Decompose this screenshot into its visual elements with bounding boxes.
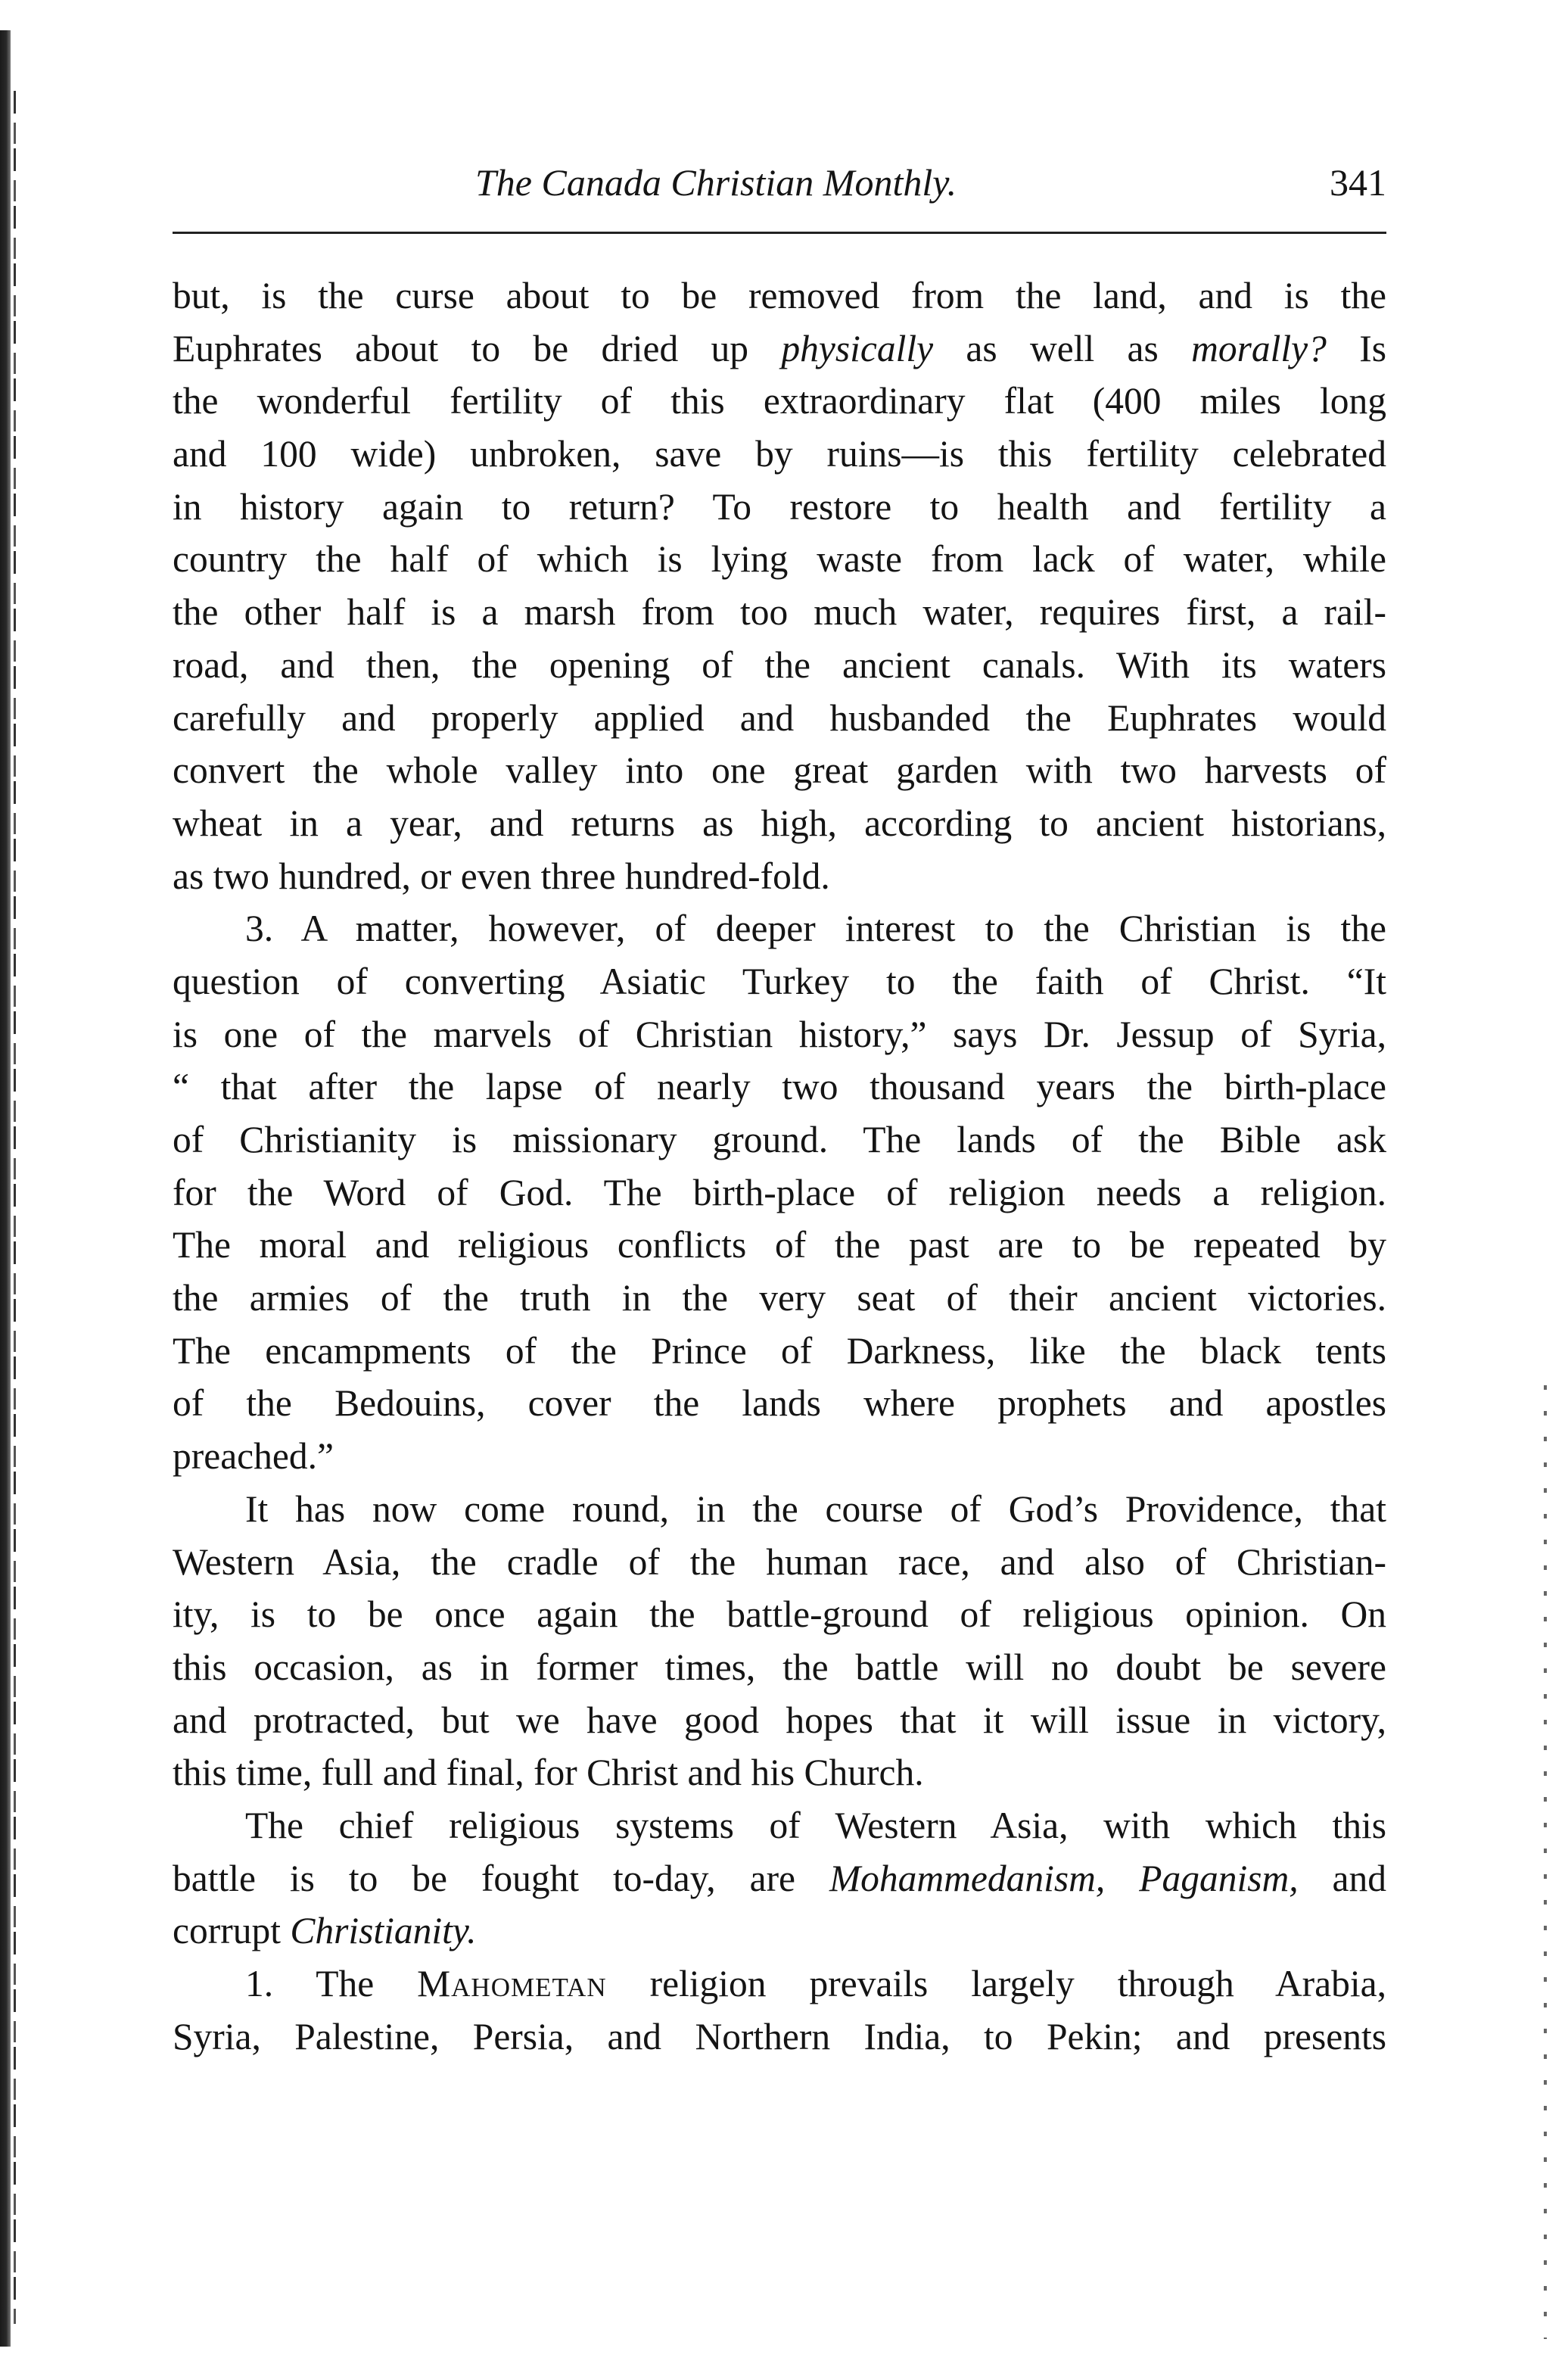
text-line — [173, 850, 1386, 903]
text-segment: The encampments of the Prince of Darkness, like the black tents — [173, 1329, 1386, 1372]
text-line — [173, 1219, 1386, 1272]
text-line — [173, 1272, 1386, 1325]
italic-text: morally? — [1191, 327, 1327, 369]
right-margin-specks — [1544, 1385, 1547, 2339]
text-segment: but, is the curse about to be removed from the land, and is the — [173, 275, 1386, 316]
text-segment: the armies of the truth in the very seat of their ancient victories. — [173, 1277, 1386, 1319]
text-line — [173, 269, 1386, 322]
text-line — [173, 1852, 1386, 1905]
running-title: The Canada Christian Monthly. — [475, 161, 957, 204]
text-segment: as well as — [933, 327, 1192, 369]
text-line — [173, 1746, 1386, 1799]
text-segment: preached.” — [173, 1435, 334, 1478]
text-line — [173, 1008, 1386, 1061]
text-segment: corrupt — [173, 1910, 291, 1952]
text-segment: in history again to return? To restore to health and fertility a — [173, 485, 1386, 528]
text-segment: as two hundred, or even three hundred-fold. — [173, 855, 830, 897]
text-segment: and protracted, but we have good hopes that it will issue in victory, — [173, 1699, 1386, 1741]
text-line — [173, 1377, 1386, 1430]
text-line — [173, 744, 1386, 797]
page-number: 341 — [1330, 161, 1386, 204]
text-segment: Is — [1326, 327, 1386, 369]
text-segment: 1. The — [245, 1963, 418, 2004]
text-segment: road, and then, the opening of the ancient canals. With its waters — [173, 643, 1386, 686]
italic-text: physically — [781, 327, 934, 369]
text-segment: carefully and properly applied and husbanded the Euphrates would — [173, 696, 1386, 739]
text-segment: and — [1298, 1857, 1386, 1899]
text-line — [173, 428, 1386, 481]
text-segment: Syria, Palestine, Persia, and Northern India, to Pekin; and presents — [173, 2015, 1386, 2057]
text-line — [173, 955, 1386, 1008]
text-line — [173, 2010, 1386, 2063]
text-line — [173, 1588, 1386, 1641]
text-line — [173, 533, 1386, 586]
text-line — [173, 692, 1386, 745]
running-header — [173, 156, 1386, 209]
text-segment: country the half of which is lying waste from lack of water, while — [173, 538, 1386, 581]
text-segment: of Christianity is missionary ground. The lands of the Bible ask — [173, 1119, 1386, 1160]
text-segment: battle is to be fought to-day, are — [173, 1857, 829, 1899]
text-segment: “ that after the lapse of nearly two thousand years the birth-place — [173, 1066, 1386, 1108]
text-line — [173, 1536, 1386, 1589]
text-segment: Western Asia, the cradle of the human race, and also of Christian- — [173, 1540, 1386, 1583]
text-line — [173, 639, 1386, 692]
text-segment: religion prevails largely through Arabia, — [606, 1963, 1386, 2004]
text-segment: convert the whole valley into one great garden with two harvests of — [173, 749, 1386, 792]
italic-text: Christianity. — [290, 1910, 477, 1952]
text-segment: ity, is to be once again the battle-ground of religious opinion. On — [173, 1593, 1386, 1636]
text-line — [173, 375, 1386, 428]
text-segment: Euphrates about to be dried up — [173, 327, 782, 369]
text-line — [173, 902, 1386, 955]
text-line — [173, 1799, 1386, 1852]
text-line — [173, 1430, 1386, 1483]
small-caps-text: Mahometan — [417, 1963, 607, 2004]
text-segment: the wonderful fertility of this extraordinary flat (400 miles long — [173, 380, 1386, 422]
text-segment: is one of the marvels of Christian history,” says Dr. Jessup of Syria, — [173, 1013, 1386, 1055]
text-segment: It has now come round, in the course of God’s Providence, that — [245, 1487, 1386, 1530]
italic-text: Mohammedanism, Paganism, — [829, 1857, 1299, 1899]
text-line — [173, 1641, 1386, 1694]
text-line — [173, 481, 1386, 534]
text-segment: this time, full and final, for Christ and his Church. — [173, 1752, 924, 1794]
text-segment: wheat in a year, and returns as high, according to ancient historians, — [173, 802, 1386, 844]
body-text — [173, 269, 1386, 2063]
page-binding-edge — [0, 30, 11, 2347]
header-rule — [173, 232, 1386, 234]
text-line — [173, 797, 1386, 850]
binding-shadow — [14, 91, 16, 2324]
text-segment: question of converting Asiatic Turkey to the faith of Christ. “It — [173, 960, 1386, 1002]
text-segment: The chief religious systems of Western Asia, with which this — [245, 1804, 1386, 1846]
text-line — [173, 322, 1386, 375]
text-segment: for the Word of God. The birth-place of religion needs a religion. — [173, 1171, 1386, 1213]
text-segment: and 100 wide) unbroken, save by ruins—is this fertility celebrated — [173, 433, 1386, 475]
text-segment: of the Bedouins, cover the lands where prophets and apostles — [173, 1382, 1386, 1425]
text-line — [173, 1325, 1386, 1378]
text-line — [173, 1958, 1386, 2010]
text-segment: The moral and religious conflicts of the past are to be repeated by — [173, 1224, 1386, 1266]
text-line — [173, 1905, 1386, 1958]
text-segment: the other half is a marsh from too much water, requires first, a rail- — [173, 591, 1386, 634]
text-line — [173, 1113, 1386, 1166]
text-line — [173, 586, 1386, 639]
text-segment: 3. A matter, however, of deeper interest to the Christian is the — [245, 908, 1386, 950]
text-line — [173, 1166, 1386, 1219]
text-line — [173, 1061, 1386, 1113]
text-line — [173, 1694, 1386, 1747]
text-line — [173, 1483, 1386, 1536]
text-segment: this occasion, as in former times, the battle will no doubt be severe — [173, 1646, 1386, 1688]
